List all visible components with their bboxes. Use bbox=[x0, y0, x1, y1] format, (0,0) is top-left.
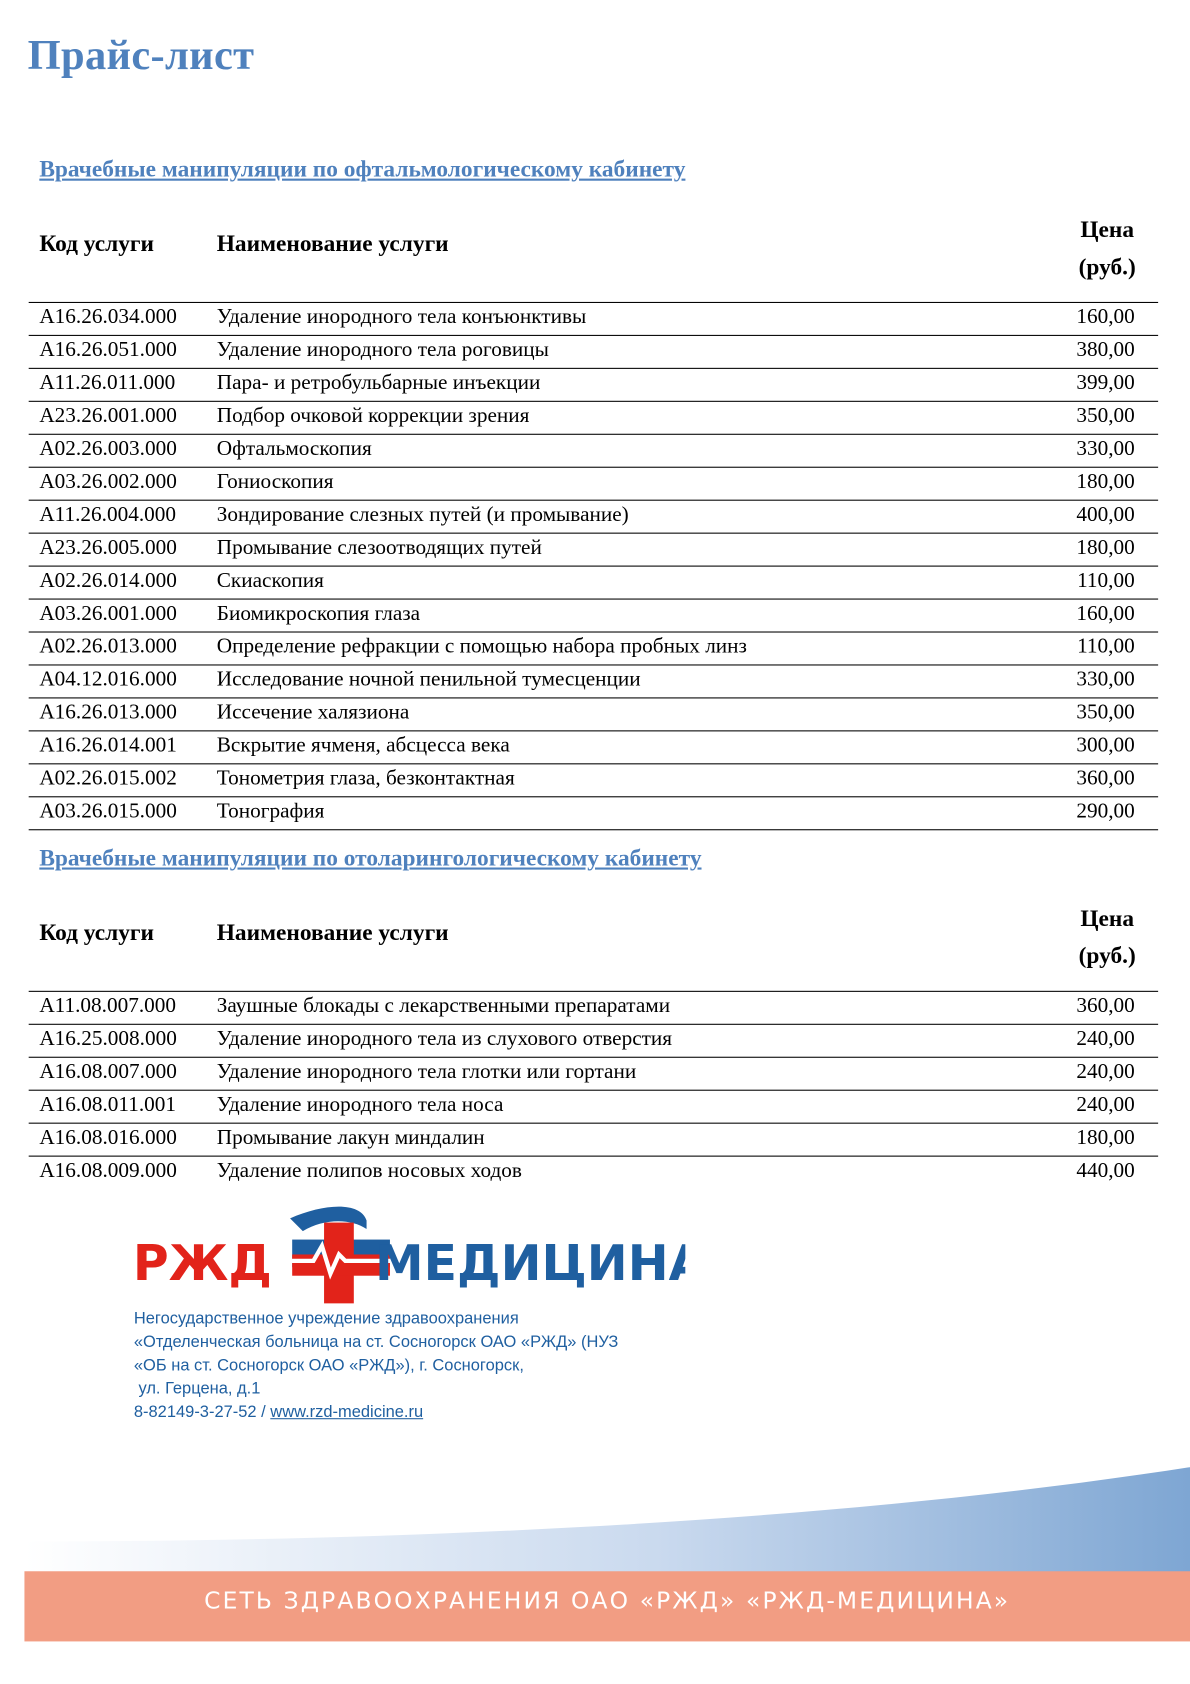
table-row bbox=[29, 664, 1158, 697]
service-price: 160,00 bbox=[1076, 601, 1135, 626]
table-row bbox=[29, 1090, 1158, 1123]
table-row bbox=[29, 763, 1158, 796]
service-price: 160,00 bbox=[1076, 305, 1135, 329]
service-code: A23.26.001.000 bbox=[39, 403, 177, 428]
header-price-line1: Цена bbox=[1080, 215, 1135, 243]
service-code: A16.26.013.000 bbox=[39, 700, 177, 724]
table-row bbox=[29, 1024, 1158, 1057]
service-code: A02.26.014.000 bbox=[39, 568, 177, 593]
price-table-ophthalmology bbox=[29, 302, 1158, 830]
service-price: 440,00 bbox=[1076, 1158, 1135, 1183]
service-price: 180,00 bbox=[1076, 469, 1135, 494]
table-row bbox=[29, 631, 1158, 664]
service-code: A03.26.015.000 bbox=[39, 799, 177, 823]
header-price-line2: (руб.) bbox=[1078, 253, 1136, 280]
section-title-otolaryngology: Врачебные манипуляции по отоларингологическому кабинету bbox=[39, 844, 702, 871]
header-price bbox=[1079, 210, 1136, 284]
service-price: 240,00 bbox=[1076, 1092, 1135, 1117]
service-price: 360,00 bbox=[1076, 766, 1135, 790]
service-price: 360,00 bbox=[1076, 993, 1135, 1018]
service-code: A16.26.014.001 bbox=[39, 733, 177, 757]
service-price: 380,00 bbox=[1076, 338, 1135, 362]
table-row bbox=[29, 533, 1158, 566]
table-row bbox=[29, 1156, 1158, 1189]
logo-graphic bbox=[133, 1199, 686, 1305]
table-row bbox=[29, 302, 1158, 335]
service-name: Подбор очковой коррекции зрения bbox=[216, 403, 530, 428]
service-name: Биомикроскопия глаза bbox=[216, 601, 421, 626]
table-row bbox=[29, 796, 1158, 830]
footer-band bbox=[24, 1571, 1190, 1641]
org-line-1: Негосударственное учреждение здравоохранения bbox=[133, 1309, 519, 1328]
service-name: Вскрытие ячменя, абсцесса века bbox=[216, 733, 510, 757]
table-row bbox=[29, 599, 1158, 632]
service-name: Заушные блокады с лекарственными препаратами bbox=[216, 993, 671, 1018]
website-link[interactable]: www.rzd-medicine.ru bbox=[270, 1403, 424, 1422]
service-price: 180,00 bbox=[1076, 535, 1135, 560]
header-price-line1: Цена bbox=[1080, 904, 1135, 932]
rzd-medicina-logo bbox=[133, 1199, 686, 1305]
service-code: A16.25.008.000 bbox=[39, 1026, 177, 1051]
table-row bbox=[29, 368, 1158, 401]
header-name: Наименование услуги bbox=[216, 918, 449, 946]
service-name: Скиаскопия bbox=[216, 568, 324, 593]
service-price: 290,00 bbox=[1076, 799, 1135, 823]
service-name: Зондирование слезных путей (и промывание) bbox=[216, 502, 629, 527]
service-name: Удаление инородного тела из слухового отверстия bbox=[216, 1026, 673, 1051]
service-name: Удаление инородного тела роговицы bbox=[216, 338, 549, 362]
table-row bbox=[29, 697, 1158, 730]
service-price: 240,00 bbox=[1076, 1059, 1135, 1084]
service-price: 400,00 bbox=[1076, 502, 1135, 527]
service-code: A11.26.004.000 bbox=[39, 502, 177, 527]
service-name: Тонография bbox=[216, 799, 325, 823]
table-row bbox=[29, 1123, 1158, 1156]
logo-right-text: МЕДИЦИНА bbox=[375, 1234, 686, 1292]
service-code: A02.26.013.000 bbox=[39, 634, 177, 659]
service-price: 350,00 bbox=[1076, 700, 1135, 724]
service-name: Тонометрия глаза, безконтактная bbox=[216, 766, 515, 790]
service-code: A16.08.011.001 bbox=[39, 1092, 177, 1117]
table-header-otolaryngology bbox=[0, 902, 1190, 969]
header-price bbox=[1079, 899, 1136, 973]
org-address: ул. Герцена, д.1 bbox=[133, 1379, 261, 1398]
service-code: A16.08.016.000 bbox=[39, 1125, 177, 1150]
service-name: Иссечение халязиона bbox=[216, 700, 410, 724]
service-price: 240,00 bbox=[1076, 1026, 1135, 1051]
service-code: A02.26.015.002 bbox=[39, 766, 177, 790]
decorative-wave bbox=[0, 1467, 1190, 1573]
service-price: 330,00 bbox=[1076, 667, 1135, 692]
service-code: A16.26.051.000 bbox=[39, 338, 177, 362]
table-row bbox=[29, 991, 1158, 1024]
service-name: Определение рефракции с помощью набора пробных линз bbox=[216, 634, 747, 659]
service-name: Удаление инородного тела носа bbox=[216, 1092, 504, 1117]
table-header-ophthalmology bbox=[0, 213, 1190, 280]
header-code: Код услуги bbox=[39, 918, 155, 946]
header-name: Наименование услуги bbox=[216, 229, 449, 257]
org-line-3: «ОБ на ст. Сосногорск ОАО «РЖД»), г. Сосногорск, bbox=[133, 1356, 524, 1375]
service-name: Удаление инородного тела глотки или гортани bbox=[216, 1059, 637, 1084]
org-line-2: «Отделенческая больница на ст. Сосногорск ОАО «РЖД» (НУЗ bbox=[133, 1333, 619, 1352]
service-code: A11.08.007.000 bbox=[39, 993, 177, 1018]
table-row bbox=[29, 467, 1158, 500]
service-price: 300,00 bbox=[1076, 733, 1135, 757]
service-name: Офтальмоскопия bbox=[216, 436, 372, 461]
service-name: Исследование ночной пенильной тумесценции bbox=[216, 667, 641, 692]
service-name: Промывание слезоотводящих путей bbox=[216, 535, 542, 560]
org-contacts bbox=[134, 1401, 619, 1424]
footer-slogan: СЕТЬ ЗДРАВООХРАНЕНИЯ ОАО «РЖД» «РЖД-МЕДИЦИНА» bbox=[204, 1588, 1011, 1615]
price-table-otolaryngology bbox=[29, 991, 1158, 1189]
service-price: 399,00 bbox=[1076, 371, 1135, 395]
service-code: A03.26.001.000 bbox=[39, 601, 177, 626]
org-phone: 8-82149-3-27-52 bbox=[133, 1403, 257, 1422]
table-row bbox=[29, 335, 1158, 368]
logo-left-text: РЖД bbox=[132, 1234, 272, 1292]
service-name: Пара- и ретробульбарные инъекции bbox=[216, 371, 541, 395]
service-code: A11.26.011.000 bbox=[39, 371, 176, 395]
organization-info bbox=[134, 1308, 619, 1425]
service-price: 350,00 bbox=[1076, 403, 1135, 428]
contact-separator: / bbox=[256, 1403, 271, 1422]
service-code: A16.08.009.000 bbox=[39, 1158, 177, 1183]
table-row bbox=[29, 434, 1158, 467]
table-row bbox=[29, 401, 1158, 434]
service-name: Промывание лакун миндалин bbox=[216, 1125, 485, 1150]
service-name: Гониоскопия bbox=[216, 469, 334, 494]
service-name: Удаление полипов носовых ходов bbox=[216, 1158, 522, 1183]
table-row bbox=[29, 730, 1158, 763]
table-row bbox=[29, 500, 1158, 533]
service-price: 110,00 bbox=[1077, 568, 1135, 593]
header-price-line2: (руб.) bbox=[1078, 941, 1136, 969]
service-code: A16.26.034.000 bbox=[39, 305, 177, 329]
page-title: Прайс-лист bbox=[27, 30, 255, 79]
table-row bbox=[29, 566, 1158, 599]
table-row bbox=[29, 1057, 1158, 1090]
service-code: A23.26.005.000 bbox=[39, 535, 177, 560]
service-price: 110,00 bbox=[1077, 634, 1135, 659]
service-name: Удаление инородного тела конъюнктивы bbox=[216, 305, 587, 329]
service-code: A16.08.007.000 bbox=[39, 1059, 177, 1084]
header-code: Код услуги bbox=[39, 229, 155, 257]
service-price: 180,00 bbox=[1076, 1125, 1135, 1150]
section-title-ophthalmology: Врачебные манипуляции по офтальмологическому кабинету bbox=[39, 155, 686, 182]
service-code: A02.26.003.000 bbox=[39, 436, 177, 461]
service-code: A03.26.002.000 bbox=[39, 469, 177, 494]
service-price: 330,00 bbox=[1076, 436, 1135, 461]
service-code: A04.12.016.000 bbox=[39, 667, 177, 692]
